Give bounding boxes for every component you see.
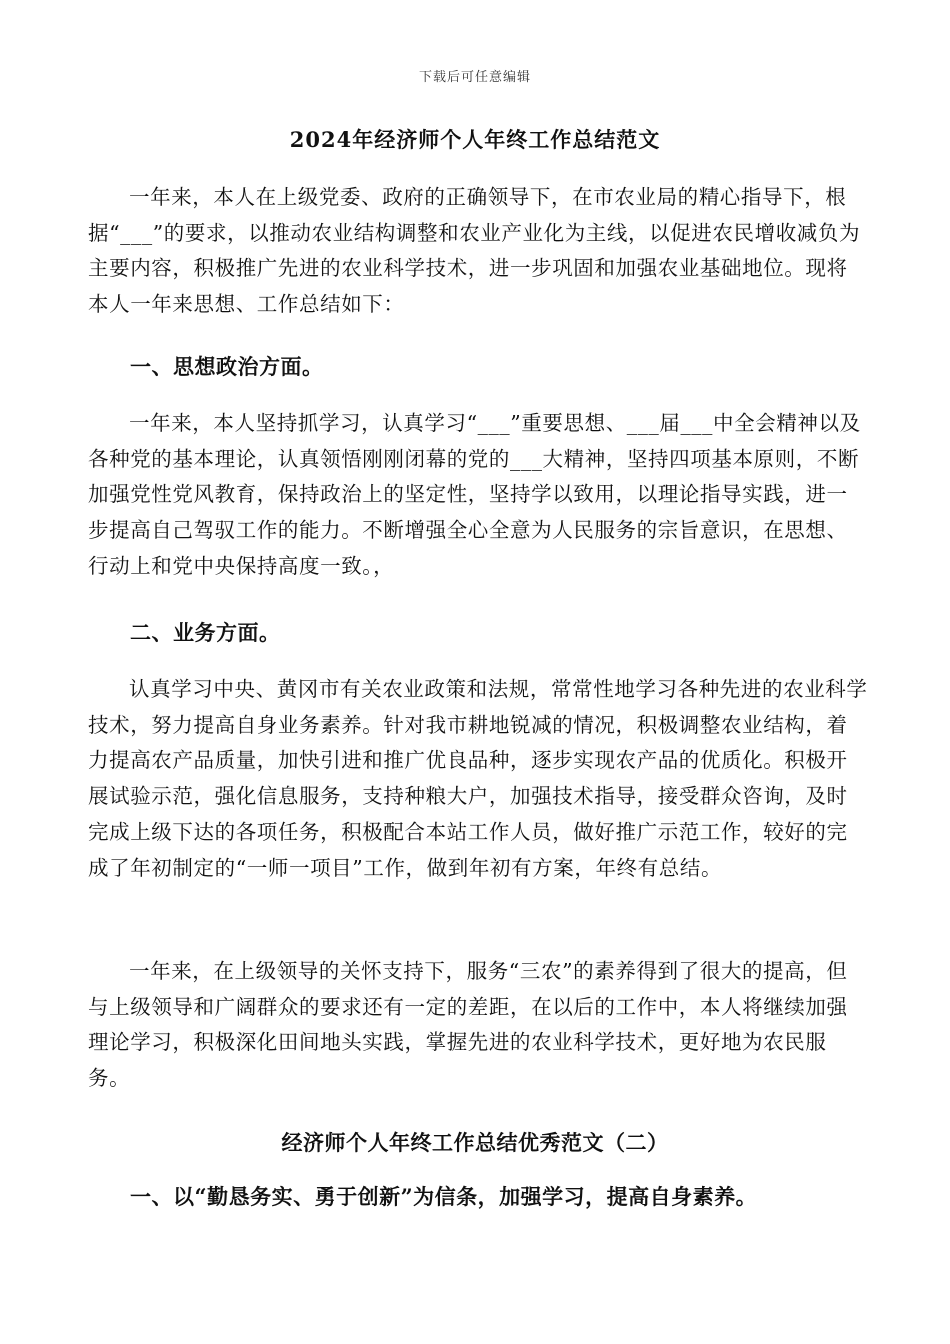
document-title: 2024年经济师个人年终工作总结范文 bbox=[289, 127, 661, 152]
politics-paragraph: 一年来，本人坚持抓学习，认真学习“___”重要思想、___届___中全会精神以及各种党的基本理论，认真领悟刚刚闭幕的党的___大精神，坚持四项基本原则，不断加强党性党风教育，保持政治上的坚定性，坚持学以致用，以理论指导实践，进一步提高自己驾驭工作的能力。不断增强全心全意为人民服务的宗旨意识，在思想、行动上和党中央保持高度一致。， bbox=[88, 411, 861, 578]
business-paragraph: 认真学习中央、黄冈市有关农业政策和法规，常常性地学习各种先进的农业科学技术，努力提高自身业务素养。针对我市耕地锐减的情况，积极调整农业结构，着力提高农产品质量，加快引进和推广优良品种，逐步实现农产品的优质化。积极开展试验示范，强化信息服务，支持种粮大户，加强技术指导，接受群众咨询，及时完成上级下达的各项任务，积极配合本站工作人员，做好推广示范工作，较好的完成了年初制定的“一师一项目”工作，做到年初有方案，年终有总结。 bbox=[88, 677, 868, 880]
second-article-heading: 一、以“勤恳务实、勇于创新”为信条，加强学习，提高自身素养。 bbox=[130, 1184, 758, 1209]
intro-paragraph: 一年来，本人在上级党委、政府的正确领导下，在市农业局的精心指导下，根据“___”的要求，以推动农业结构调整和农业产业化为主线，以促进农民增收减负为主要内容，积极推广先进的农业科学技术，进一步巩固和加强农业基础地位。现将本人一年来思想、工作总结如下： bbox=[88, 185, 861, 317]
section-heading-politics: 一、思想政治方面。 bbox=[130, 354, 324, 379]
section-heading-business: 二、业务方面。 bbox=[130, 620, 281, 645]
conclusion-paragraph: 一年来，在上级领导的关怀支持下，服务“三农”的素养得到了很大的提高，但与上级领导和广阔群众的要求还有一定的差距，在以后的工作中，本人将继续加强理论学习，积极深化田间地头实践，掌握先进的农业科学技术，更好地为农民服务。 bbox=[88, 959, 848, 1091]
second-article-title: 经济师个人年终工作总结优秀范文（二） bbox=[281, 1130, 669, 1155]
header-note: 下载后可任意编辑 bbox=[418, 70, 531, 85]
